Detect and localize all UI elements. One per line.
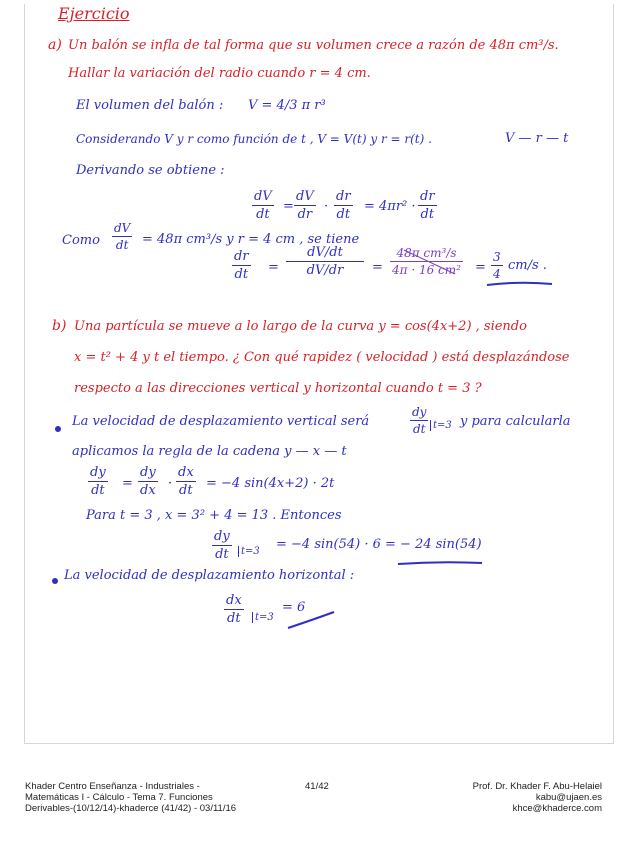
part-b-statement-line2: x = t² + 4 y t el tiempo. ¿ Con qué rapidez ( velocidad ) está desplazándose	[74, 350, 570, 365]
numerator: dy	[412, 405, 427, 419]
numerator: dV	[254, 189, 272, 204]
footer-right	[473, 781, 602, 814]
numerator: 3	[493, 250, 501, 264]
denominator: dt	[179, 483, 193, 498]
derivative-expression: = 4πr² ·	[364, 199, 416, 214]
denominator: dt	[91, 483, 105, 498]
equals-sign: =	[372, 260, 383, 275]
denominator: dV/dr	[306, 263, 344, 278]
footer-author: Prof. Dr. Khader F. Abu-Helaiel	[472, 781, 602, 792]
denominator: dt	[215, 547, 229, 562]
part-a-statement-line1: Un balón se infla de tal forma que su volumen crece a razón de 48π cm³/s.	[68, 38, 559, 53]
numerator: dV	[114, 221, 131, 235]
part-a-label: a)	[48, 37, 62, 53]
result-unit: cm/s .	[508, 258, 547, 273]
dot-operator: ·	[168, 476, 173, 491]
evaluation-point: t=3	[238, 546, 260, 557]
part-b-label: b)	[52, 318, 67, 334]
volume-label: El volumen del balón :	[76, 98, 224, 113]
equals-sign: =	[122, 476, 133, 491]
volume-formula: V = 4/3 π r³	[248, 98, 326, 113]
deriving-text: Derivando se obtiene :	[76, 163, 225, 178]
vertical-velocity-text: La velocidad de desplazamiento vertical será	[72, 414, 370, 429]
considering-text: Considerando V y r como función de t , V = V(t) y r = r(t) .	[76, 132, 432, 146]
denominator: dt	[336, 207, 351, 222]
numerator: dy	[90, 465, 106, 480]
vertical-velocity-result: = −4 sin(54) · 6 = − 24 sin(54)	[276, 537, 482, 552]
denominator: dt	[256, 207, 270, 222]
denominator: 4	[493, 267, 501, 281]
denominator: dt	[234, 267, 249, 282]
part-a-statement-line2: Hallar la variación del radio cuando r = 4 cm.	[68, 66, 371, 81]
equals-sign: =	[475, 260, 486, 275]
footer-left	[25, 781, 236, 814]
dot-operator: ·	[324, 199, 329, 214]
footer-center-name: Khader Centro Enseñanza - Industriales -	[25, 781, 200, 792]
vertical-velocity-text-end: y para calcularla	[460, 414, 571, 429]
footer-email-1: kabu@ujaen.es	[535, 792, 602, 803]
denominator: dt	[420, 207, 435, 222]
horizontal-velocity-result: = 6	[282, 600, 306, 615]
part-b-statement-line1: Una partícula se mueve a lo largo de la curva y = cos(4x+2) , siendo	[74, 319, 527, 334]
numerator: dr	[336, 189, 351, 204]
page-title: Ejercicio	[58, 4, 130, 23]
como-conditions: = 48π cm³/s y r = 4 cm , se tiene	[142, 232, 360, 247]
denominator: dt	[115, 238, 129, 252]
numerator: dV	[296, 189, 314, 204]
part-b-statement-line3: respecto a las direcciones vertical y horizontal cuando t = 3 ?	[74, 381, 482, 396]
numerator: dV/dt	[307, 245, 343, 260]
equals-sign: =	[268, 260, 279, 275]
numerator: dx	[178, 465, 194, 480]
como-label: Como	[62, 233, 100, 248]
chain-vrt: V — r — t	[505, 131, 569, 146]
footer-page-number: 41/42	[305, 781, 329, 792]
horizontal-velocity-text: La velocidad de desplazamiento horizontal :	[64, 568, 355, 583]
footer-email-2: khce@khaderce.com	[512, 803, 602, 814]
denominator: dt	[227, 611, 241, 626]
denominator: dt	[412, 422, 426, 436]
chain-rule-expression: = −4 sin(4x+2) · 2t	[206, 476, 335, 491]
evaluation-point: t=3	[430, 420, 452, 431]
denominator: dr	[297, 207, 313, 222]
numerator: dy	[214, 529, 230, 544]
numerator: 48π cm³/s	[396, 246, 457, 260]
evaluation-point: t=3	[252, 612, 274, 623]
footer-course: Matemáticas I - Cálculo - Tema 7. Funciones	[25, 792, 213, 803]
denominator: 4π · 16 cm²	[392, 263, 461, 277]
equals-sign: =	[283, 199, 294, 214]
chain-rule-text: aplicamos la regla de la cadena y — x — t	[72, 444, 347, 459]
numerator: dr	[420, 189, 435, 204]
numerator: dx	[226, 593, 242, 608]
para-substitution: Para t = 3 , x = 3² + 4 = 13 . Entonces	[86, 508, 342, 523]
footer-document: Derivables-(10/12/14)-khaderce (41/42) - 03/11/16	[25, 803, 237, 814]
numerator: dy	[140, 465, 156, 480]
numerator: dr	[234, 249, 249, 264]
denominator: dx	[140, 483, 156, 498]
